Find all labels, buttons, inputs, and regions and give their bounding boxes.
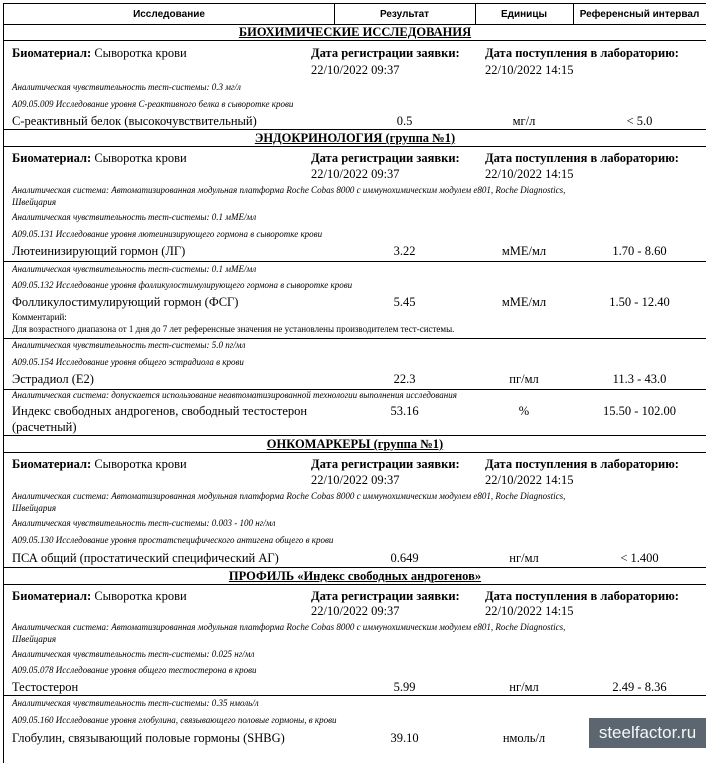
test-name: Лютеинизирующий гормон (ЛГ) bbox=[12, 244, 186, 258]
test-reference: 11.3 - 43.0 bbox=[612, 372, 667, 386]
analytical-system-note: Аналитическая система: Автоматизированная модульная платформа Roche Cobas 8000 с иммунохимическим модулем e801, Roche Diagnostics, bbox=[12, 185, 566, 195]
registration-date-value: 22/10/2022 09:37 bbox=[311, 167, 400, 181]
biomaterial-label: Биоматериал: Сыворотка крови bbox=[12, 589, 187, 603]
lab-report-sheet bbox=[3, 3, 706, 763]
lab-date-label: Дата поступления в лабораторию: bbox=[485, 457, 679, 471]
test-name: Индекс свободных андрогенов, свободный тестостерон bbox=[12, 404, 308, 418]
test-name: Фолликулостимулирующий гормон (ФСГ) bbox=[12, 295, 239, 309]
test-units: нмоль/л bbox=[502, 731, 546, 745]
section-body-endocrinology-fsh bbox=[4, 262, 706, 339]
comment-text: Для возрастного диапазона от 1 дня до 7 лет референсные значения не установлены производителем тест-системы. bbox=[12, 324, 455, 334]
lab-date-value: 22/10/2022 14:15 bbox=[485, 604, 574, 618]
section-title-biochemistry: БИОХИМИЧЕСКИЕ ИССЛЕДОВАНИЯ bbox=[4, 24, 706, 41]
sensitivity-note: Аналитическая чувствительность тест-системы: 0.35 нмоль/л bbox=[12, 698, 259, 708]
test-name: Эстрадиол (Е2) bbox=[12, 372, 94, 386]
biomaterial-label: Биоматериал: Сыворотка крови bbox=[12, 457, 187, 471]
test-units: мг/л bbox=[512, 114, 536, 128]
test-result: 0.5 bbox=[396, 114, 413, 128]
test-units: нг/мл bbox=[509, 551, 539, 565]
service-code-note: А09.05.132 Исследование уровня фолликулостимулирующего гормона в сыворотке крови bbox=[12, 280, 353, 290]
section-body-endocrinology-lh bbox=[4, 147, 706, 262]
test-result: 5.99 bbox=[393, 680, 416, 694]
registration-date-label: Дата регистрации заявки: bbox=[311, 457, 460, 471]
biomaterial-label: Биоматериал: Сыворотка крови bbox=[12, 46, 187, 60]
biomaterial-label: Биоматериал: Сыворотка крови bbox=[12, 151, 187, 165]
test-result: 3.22 bbox=[393, 244, 416, 258]
analytical-system-note-country: Швейцария bbox=[12, 634, 57, 644]
section-body-profile-testosterone bbox=[4, 585, 706, 696]
test-name: Глобулин, связывающий половые гормоны (SHBG) bbox=[12, 731, 285, 745]
test-reference: 1.70 - 8.60 bbox=[612, 244, 667, 258]
registration-date-label: Дата регистрации заявки: bbox=[311, 151, 460, 165]
watermark: steelfactor.ru bbox=[589, 718, 706, 748]
comment-label: Комментарий: bbox=[12, 312, 67, 322]
lab-date-value: 22/10/2022 14:15 bbox=[485, 63, 574, 77]
sensitivity-note: Аналитическая чувствительность тест-системы: 0.1 мМЕ/мл bbox=[12, 212, 257, 222]
sensitivity-note: Аналитическая чувствительность тест-системы: 5.0 пг/мл bbox=[12, 340, 246, 350]
test-result: 22.3 bbox=[393, 372, 416, 386]
lab-date-label: Дата поступления в лабораторию: bbox=[485, 46, 679, 60]
table-header-row bbox=[4, 3, 706, 25]
registration-date-value: 22/10/2022 09:37 bbox=[311, 604, 400, 618]
lab-date-value: 22/10/2022 14:15 bbox=[485, 167, 574, 181]
sensitivity-note: Аналитическая чувствительность тест-системы: 0.1 мМЕ/мл bbox=[12, 264, 257, 274]
sensitivity-note: Аналитическая чувствительность тест-системы: 0.003 - 100 нг/мл bbox=[12, 518, 276, 528]
test-reference: < 5.0 bbox=[626, 114, 653, 128]
registration-date-label: Дата регистрации заявки: bbox=[311, 46, 460, 60]
analytical-system-note: Аналитическая система: допускается использование неавтоматизированной технологии выполнения исследования bbox=[12, 390, 457, 400]
analytical-system-note-country: Швейцария bbox=[12, 503, 57, 513]
sensitivity-note: Аналитическая чувствительность тест-системы: 0.025 нг/мл bbox=[12, 649, 255, 659]
registration-date-label: Дата регистрации заявки: bbox=[311, 589, 460, 603]
test-name-continued: (расчетный) bbox=[12, 420, 77, 434]
test-name: ПСА общий (простатический специфический АГ) bbox=[12, 551, 279, 565]
test-units: нг/мл bbox=[509, 680, 539, 694]
test-name: Тестостерон bbox=[12, 680, 79, 694]
test-reference: < 1.400 bbox=[620, 551, 659, 565]
lab-date-label: Дата поступления в лабораторию: bbox=[485, 151, 679, 165]
service-code-note: А09.05.154 Исследование уровня общего эстрадиола в крови bbox=[12, 357, 244, 367]
section-body-endocrinology-e2 bbox=[4, 339, 706, 390]
test-result: 0.649 bbox=[390, 551, 419, 565]
column-header-test: Исследование bbox=[133, 9, 205, 20]
column-header-reference: Референсный интервал bbox=[579, 9, 700, 20]
service-code-note: А09.05.160 Исследование уровня глобулина, связывающего половые гормоны, в крови bbox=[12, 715, 337, 725]
section-body-oncomarkers bbox=[4, 453, 706, 568]
column-header-result: Результат bbox=[379, 9, 430, 20]
lab-date-value: 22/10/2022 14:15 bbox=[485, 473, 574, 487]
service-code-note: А09.05.009 Исследование уровня С-реактивного белка в сыворотке крови bbox=[12, 99, 294, 109]
test-reference: 2.49 - 8.36 bbox=[612, 680, 667, 694]
test-result: 53.16 bbox=[390, 404, 419, 418]
registration-date-value: 22/10/2022 09:37 bbox=[311, 63, 400, 77]
analytical-system-note: Аналитическая система: Автоматизированная модульная платформа Roche Cobas 8000 с иммунохимическим модулем e801, Roche Diagnostics, bbox=[12, 622, 566, 632]
section-body-biochemistry bbox=[4, 41, 706, 130]
service-code-note: А09.05.078 Исследование уровня общего тестостерона в крови bbox=[12, 665, 257, 675]
sensitivity-note: Аналитическая чувствительность тест-системы: 0.3 мг/л bbox=[12, 82, 241, 92]
analytical-system-note-country: Швейцария bbox=[12, 197, 57, 207]
section-title-oncomarkers: ОНКОМАРКЕРЫ (группа №1) bbox=[4, 436, 706, 453]
test-name: С-реактивный белок (высокочувствительный) bbox=[12, 114, 257, 128]
test-reference: 15.50 - 102.00 bbox=[603, 404, 676, 418]
test-reference: 1.50 - 12.40 bbox=[609, 295, 670, 309]
service-code-note: А09.05.130 Исследование уровня простатспецифического антигена общего в крови bbox=[12, 535, 334, 545]
test-units: % bbox=[518, 404, 530, 418]
analytical-system-note: Аналитическая система: Автоматизированная модульная платформа Roche Cobas 8000 с иммунохимическим модулем e801, Roche Diagnostics, bbox=[12, 491, 566, 501]
test-result: 5.45 bbox=[393, 295, 416, 309]
column-header-units: Единицы bbox=[500, 9, 548, 20]
test-units: мМЕ/мл bbox=[501, 295, 547, 309]
section-body-endocrinology-fai bbox=[4, 390, 706, 436]
lab-date-label: Дата поступления в лабораторию: bbox=[485, 589, 679, 603]
section-title-profile: ПРОФИЛЬ «Индекс свободных андрогенов» bbox=[4, 568, 706, 585]
section-title-endocrinology: ЭНДОКРИНОЛОГИЯ (группа №1) bbox=[4, 130, 706, 147]
test-units: пг/мл bbox=[509, 372, 539, 386]
test-units: мМЕ/мл bbox=[501, 244, 547, 258]
service-code-note: А09.05.131 Исследование уровня лютеинизирующего гормона в сыворотке крови bbox=[12, 229, 323, 239]
test-result: 39.10 bbox=[390, 731, 419, 745]
registration-date-value: 22/10/2022 09:37 bbox=[311, 473, 400, 487]
